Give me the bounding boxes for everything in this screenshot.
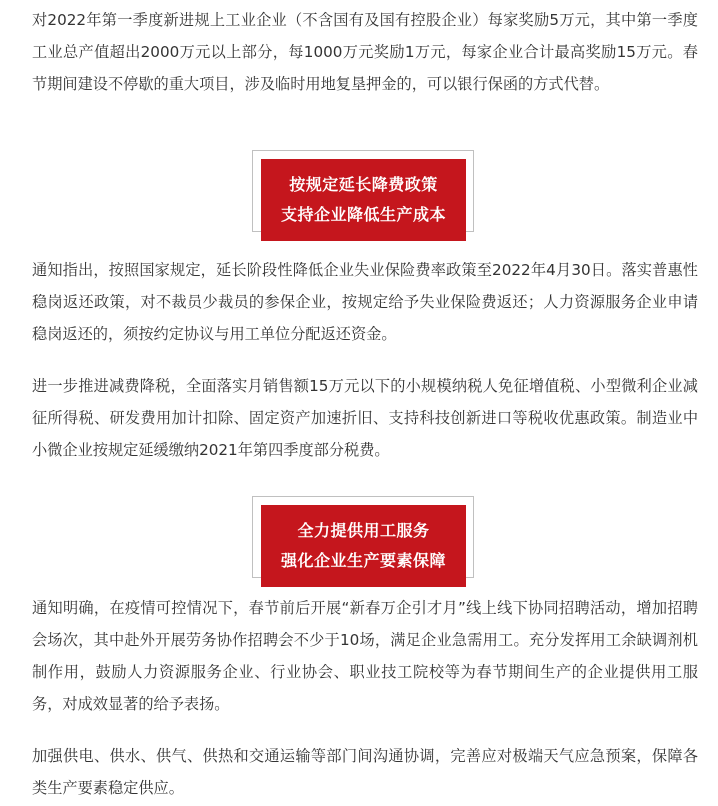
banner-box [261,505,466,587]
paragraph-tax-reduction: 进一步推进减费降税，全面落实月销售额15万元以下的小规模纳税人免征增值税、小型微利企业减征所得税、研发费用加计扣除、固定资产加速折旧、支持科技创新进口等税收优惠政策。制造业中小微企业按规定延缓缴纳2021年第四季度部分税费。 [32,377,698,459]
section-banner-labor-services [0,496,718,588]
banner-title-line1: 按规定延长降费政策 [289,175,438,194]
banner-title-line1: 全力提供用工服务 [297,521,430,540]
paragraph-rewards: 对2022年第一季度新进规上工业企业（不含国有及国有控股企业）每家奖励5万元，其中第一季度工业总产值超出2000万元以上部分，每1000万元奖励1万元，每家企业合计最高奖励15万元。春节期间建设不停歇的重大项目，涉及临时用地复垦押金的，可以银行保函的方式代替。 [32,11,698,93]
section-banner-fee-policy [0,150,718,242]
paragraph-supply-guarantee: 加强供电、供水、供气、供热和交通运输等部门间沟通协调，完善应对极端天气应急预案，保障各类生产要素稳定供应。 [32,747,698,797]
banner-box [261,159,466,241]
paragraph-unemployment-insurance: 通知指出，按照国家规定，延长阶段性降低企业失业保险费率政策至2022年4月30日。落实普惠性稳岗返还政策，对不裁员少裁员的参保企业，按规定给予失业保险费返还；人力资源服务企业申请稳岗返还的，须按约定协议与用工单位分配返还资金。 [32,261,698,343]
banner-title-line2: 强化企业生产要素保障 [280,551,446,570]
banner-title-line2: 支持企业降低生产成本 [280,205,446,224]
paragraph-recruitment: 通知明确，在疫情可控情况下，春节前后开展“新春万企引才月”线上线下协同招聘活动，增加招聘会场次，其中赴外开展劳务协作招聘会不少于10场，满足企业急需用工。充分发挥用工余缺调剂机制作用，鼓励人力资源服务企业、行业协会、职业技工院校等为春节期间生产的企业提供用工服务，对成效显著的给予表扬。 [32,599,698,713]
